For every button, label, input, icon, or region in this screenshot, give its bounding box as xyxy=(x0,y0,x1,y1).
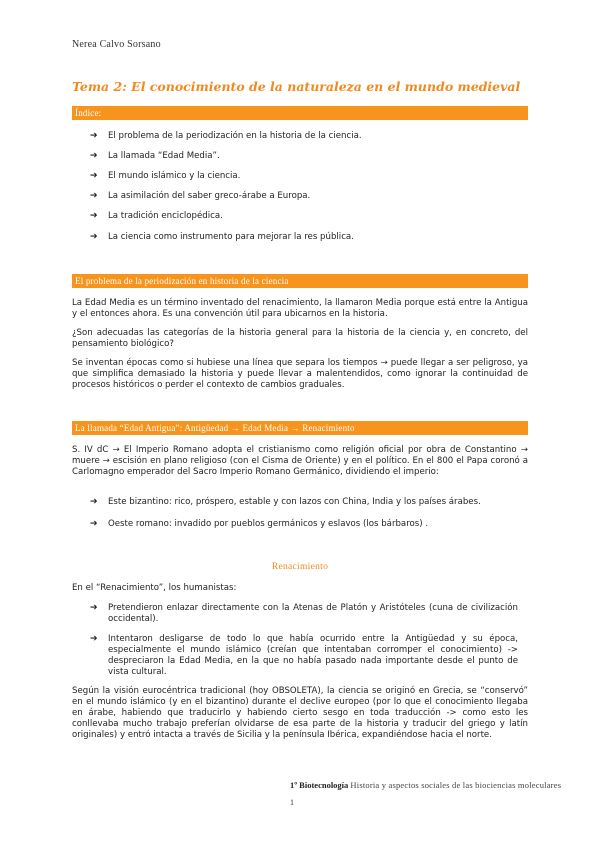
arrow-icon: ➔ xyxy=(90,131,98,141)
list-item: ➔ Pretendieron enlazar directamente con la Atenas de Platón y Aristóteles (cuna de civilización occidental). xyxy=(90,603,518,624)
footer-course: 1º Biotecnología xyxy=(290,780,349,790)
arrow-icon: ➔ xyxy=(90,634,98,644)
subsection-heading: Renacimiento xyxy=(271,562,329,572)
paragraph: Se inventan épocas como si hubiese una línea que separa los tiempos → puede llegar a ser peligroso, ya que simplifica demasiado la historia y puede llevar a malentendidos, como ignorar la continuidad de procesos históricos o perder el contexto de cambios graduales. xyxy=(72,358,528,390)
arrow-icon: ➔ xyxy=(90,519,98,529)
index-item: ➔ La ciencia como instrumento para mejorar la res pública. xyxy=(90,232,354,242)
index-item: ➔ El mundo islámico y la ciencia. xyxy=(90,171,241,181)
arrow-icon: ➔ xyxy=(90,151,98,161)
list-item: ➔ Este bizantino: rico, próspero, estable y con lazos con China, India y los países árabes. xyxy=(90,497,481,507)
list-item: ➔ Oeste romano: invadido por pueblos germánicos y eslavos (los bárbaros) . xyxy=(90,519,429,529)
footer-subject: Historia y aspectos sociales de las biociencias moleculares xyxy=(350,780,562,790)
list-item: ➔ Intentaron desligarse de todo lo que había ocurrido entre la Antigüedad y su época, especialmente el mundo islámico (creían que intentaban corromper el conocimiento) -> despreciaron la Edad Media, en la que no había pasado nada importante desde el punto de vista cultural. xyxy=(90,634,518,677)
paragraph: S. IV dC → El Imperio Romano adopta el cristianismo como religión oficial por obra de Constantino → muere → escisión en plano religioso (con el Cisma de Oriente) y en el político. En el 800 el Papa coronó a Carlomagno emperador del Sacro Imperio Romano Germánico, dividiendo el imperio: xyxy=(72,445,528,477)
page-number: 1 xyxy=(290,798,294,807)
arrow-icon: ➔ xyxy=(90,191,98,201)
index-item: ➔ La asimilación del saber greco-árabe a Europa. xyxy=(90,191,311,201)
arrow-icon: ➔ xyxy=(90,232,98,242)
arrow-icon: ➔ xyxy=(90,171,98,181)
section-bar-periodization: El problema de la periodización en historia de la ciencia xyxy=(72,274,528,288)
paragraph: ¿Son adecuadas las categorías de la historia general para la historia de la ciencia y, en concreto, del pensamiento biológico? xyxy=(72,328,528,349)
arrow-icon: ➔ xyxy=(90,497,98,507)
paragraph: En el “Renacimiento”, los humanistas: xyxy=(72,583,237,593)
section-bar-index: Índice: xyxy=(72,106,528,120)
index-item: ➔ La tradición enciclopédica. xyxy=(90,211,223,221)
footer xyxy=(290,780,561,790)
document-title: Tema 2: El conocimiento de la naturaleza en el mundo medieval xyxy=(72,79,521,94)
section-bar-antiquity: La llamada “Edad Antigua”: Antigüedad → Edad Media → Renacimiento xyxy=(72,421,528,435)
index-item: ➔ El problema de la periodización en la historia de la ciencia. xyxy=(90,131,362,141)
arrow-icon: ➔ xyxy=(90,603,98,613)
paragraph: Según la visión eurocéntrica tradicional (hoy OBSOLETA), la ciencia se originó en Grecia, se “conservó” en el mundo islámico (y en el bizantino) durante el declive europeo (por lo que el conocimiento llegaba en árabe, habiendo que traducirlo y habiendo cierto sesgo en toda traducción -> como esto les conllevaba mucho trabajo preferían olvidarse de esa parte de la historia y traducir del griego y latín originales) y entró intacta a través de Sicilia y la península Ibérica, expandiéndose hacia el norte. xyxy=(72,686,528,740)
paragraph: La Edad Media es un término inventado del renacimiento, la llamaron Media porque está entre la Antigua y el entonces ahora. Es una convención útil para ubicarnos en la historia. xyxy=(72,298,528,319)
arrow-icon: ➔ xyxy=(90,211,98,221)
author-name: Nerea Calvo Sorsano xyxy=(72,39,161,50)
index-item: ➔ La llamada “Edad Media”. xyxy=(90,151,220,161)
